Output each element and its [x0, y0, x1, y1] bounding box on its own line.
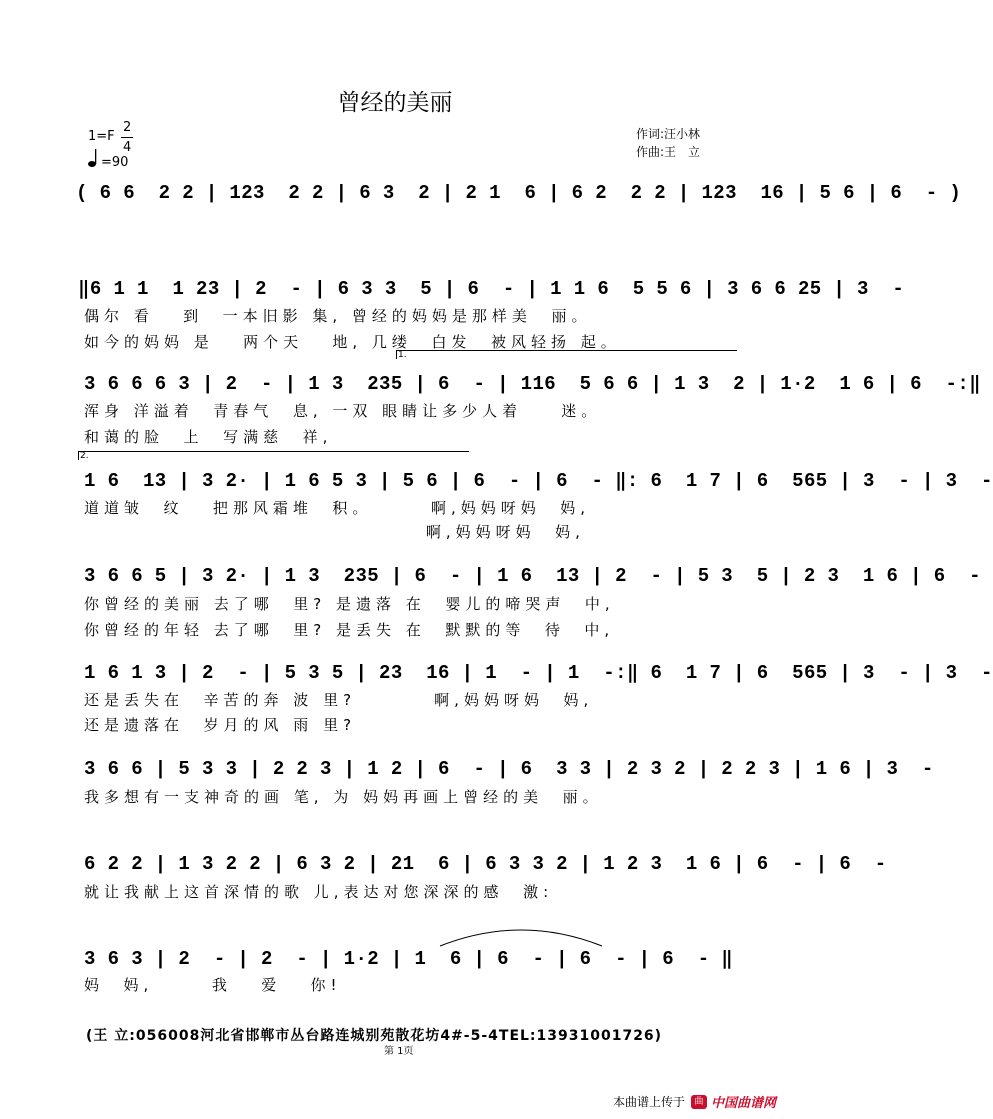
staff-line-6-notes: 3 6 6 | 5 3 3 | 2 2 3 | 1 2 | 6 - | 6 3 3 | 2 3 2 | 2 2 3 | 1 6 | 3 - — [84, 758, 934, 780]
time-signature-numerator: 2 — [123, 120, 132, 135]
quarter-note-icon — [88, 148, 99, 168]
source-label: 本曲谱上传于 — [612, 1095, 685, 1109]
second-ending-bracket — [78, 451, 469, 460]
staff-line-1-lyrics-verse-2: 如今的妈妈 是 两个天 地, 几缕 白发 被风轻扬 起。 — [84, 333, 621, 351]
staff-line-2-lyrics-verse-1: 浑身 洋溢着 青春气 息, 一双 眼睛让多少人着 迷。 — [84, 402, 602, 420]
staff-line-5-lyrics-verse-1: 还是丢失在 辛苦的奔 波 里? 啊,妈妈呀妈 妈, — [84, 691, 594, 709]
staff-line-4-notes: 3 6 6 5 | 3 2· | 1 3 235 | 6 - | 1 6 13 | 2 - | 5 3 5 | 2 3 1 6 | 6 - — [84, 565, 981, 587]
composer-credit: 作曲:王 立 — [636, 145, 701, 159]
contact-footer: (王 立:056008河北省邯郸市丛台路连城别苑散花坊4#-5-4TEL:13931001726) — [86, 1028, 663, 1044]
staff-line-8-notes: 3 6 3 | 2 - | 2 - | 1·2 | 1 6 | 6 - | 6 - | 6 - ‖ — [84, 948, 734, 970]
time-signature-denominator: 4 — [123, 140, 132, 155]
first-ending-bracket — [396, 350, 737, 359]
staff-line-7-notes: 6 2 2 | 1 3 2 2 | 6 3 2 | 21 6 | 6 3 3 2 | 1 2 3 1 6 | 6 - | 6 - — [84, 853, 887, 875]
staff-line-3-lyrics-verse-1: 道道皱 纹 把那风霜堆 积。 啊,妈妈呀妈 妈, — [84, 499, 591, 517]
staff-line-5-notes: 1 6 1 3 | 2 - | 5 3 5 | 23 16 | 1 - | 1 -:‖ 6 1 7 | 6 565 | 3 - | 3 - — [84, 662, 993, 684]
staff-line-2-lyrics-verse-2: 和蔼的脸 上 写满慈 祥, — [84, 428, 333, 446]
first-ending-label: 1. — [398, 350, 407, 360]
staff-line-7-lyrics: 就让我献上这首深情的歌 儿,表达对您深深的感 激: — [84, 883, 554, 901]
second-ending-label: 2. — [80, 451, 89, 461]
staff-line-1-notes: ‖6 1 1 1 23 | 2 - | 6 3 3 5 | 6 - | 1 1 6 5 5 6 | 3 6 6 25 | 3 - — [78, 278, 905, 300]
staff-line-2-notes: 3 6 6 6 3 | 2 - | 1 3 235 | 6 - | 116 5 6 6 | 1 3 2 | 1·2 1 6 | 6 -:‖ — [84, 373, 981, 395]
song-title: 曾经的美丽 — [337, 90, 453, 116]
site-logo-text: 中国曲谱网 — [710, 1096, 776, 1111]
intro-notes: ( 6 6 2 2 | 123 2 2 | 6 3 2 | 2 1 6 | 6 2 2 2 | 123 16 | 5 6 | 6 - ) — [76, 182, 962, 204]
lyricist-credit: 作词:汪小林 — [636, 127, 701, 141]
page-number: 第 1页 — [384, 1046, 414, 1057]
time-signature-bar — [121, 137, 133, 138]
site-logo-icon: 曲 — [691, 1095, 707, 1109]
site-logo[interactable] — [691, 1092, 776, 1111]
source-credit — [613, 1092, 776, 1111]
staff-line-1-lyrics-verse-1: 偶尔 看 到 一本旧影 集, 曾经的妈妈是那样美 丽。 — [84, 307, 592, 325]
closing-slur — [436, 920, 606, 950]
staff-line-6-lyrics: 我多想有一支神奇的画 笔, 为 妈妈再画上曾经的美 丽。 — [84, 788, 603, 806]
staff-line-8-lyrics: 妈 妈, 我 爱 你! — [84, 976, 342, 994]
tempo-marking: =90 — [101, 155, 129, 170]
staff-line-3-lyrics-verse-2: 啊,妈妈呀妈 妈, — [84, 523, 585, 541]
staff-line-5-lyrics-verse-2: 还是遗落在 岁月的风 雨 里? — [84, 716, 357, 734]
key-signature: 1=F — [88, 129, 115, 144]
staff-line-3-notes: 1 6 13 | 3 2· | 1 6 5 3 | 5 6 | 6 - | 6 - ‖: 6 1 7 | 6 565 | 3 - | 3 - — [84, 470, 993, 492]
staff-line-4-lyrics-verse-2: 你曾经的年轻 去了哪 里? 是丢失 在 默默的等 待 中, — [84, 621, 615, 639]
staff-line-4-lyrics-verse-1: 你曾经的美丽 去了哪 里? 是遗落 在 婴儿的啼哭声 中, — [84, 595, 615, 613]
